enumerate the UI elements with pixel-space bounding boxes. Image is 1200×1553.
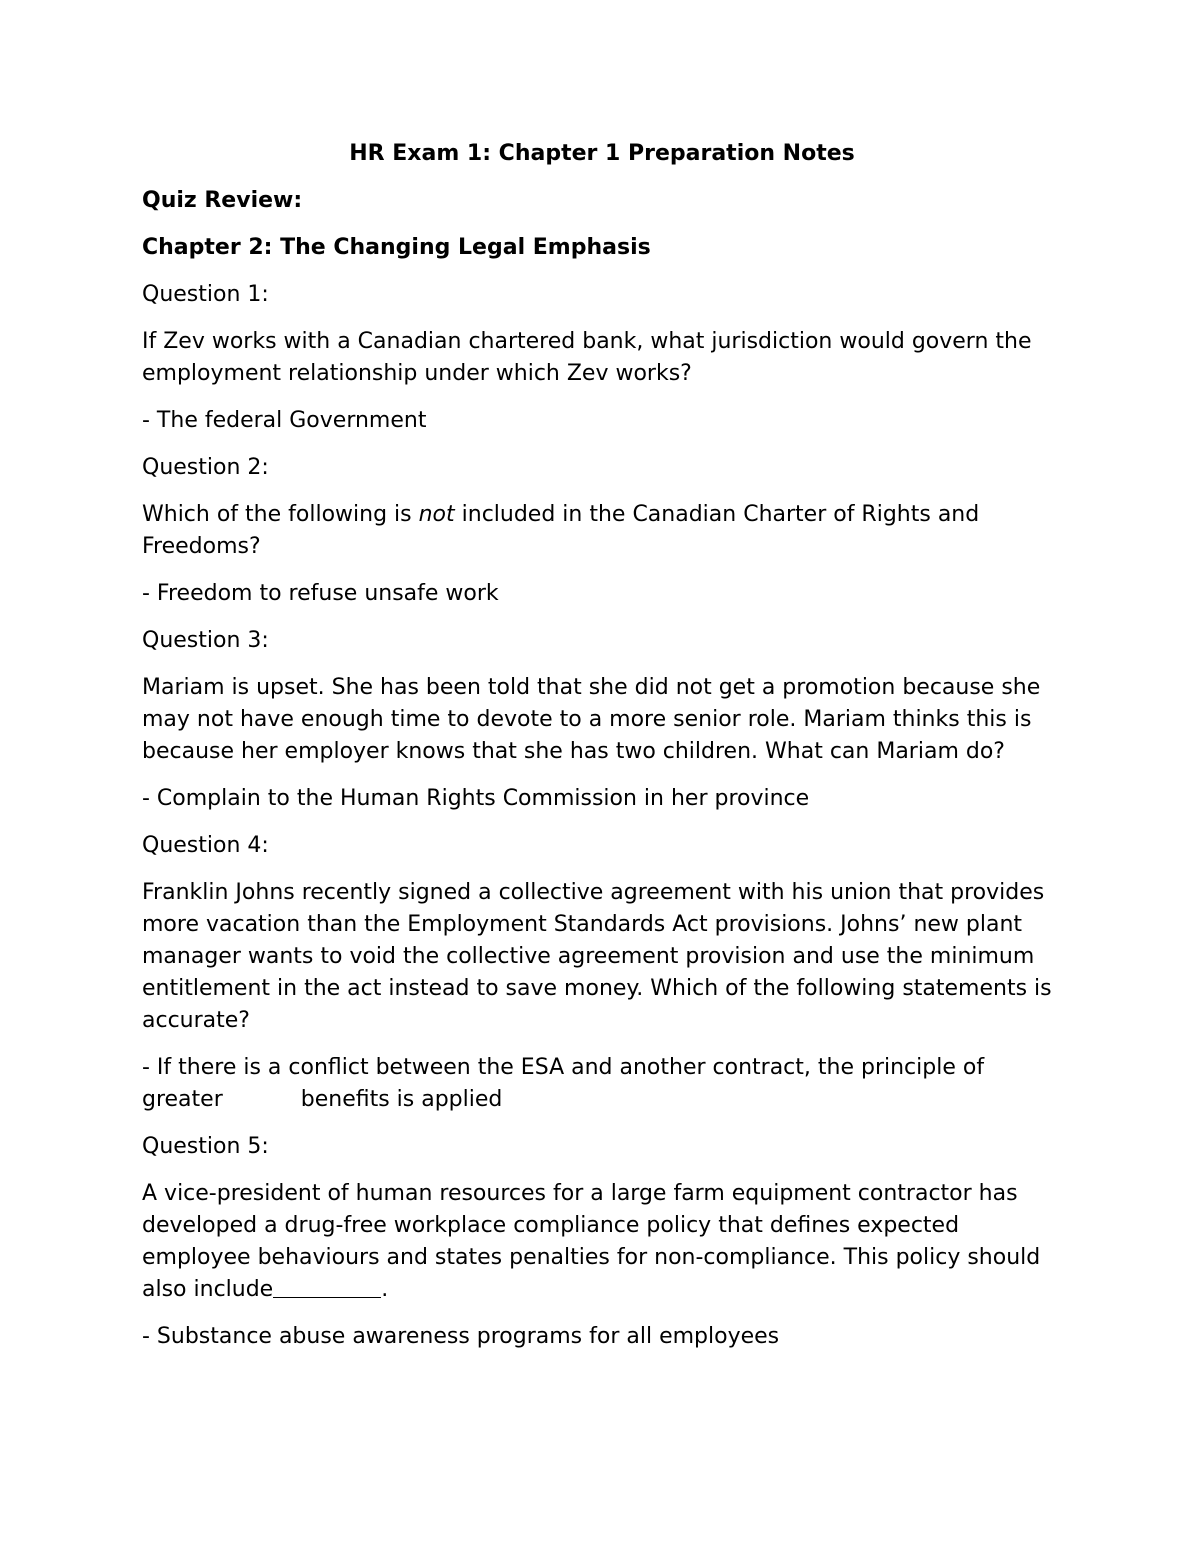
- question-3-text: Mariam is upset. She has been told that she did not get a promotion because she may not have enough time to devote to a more senior role. Mariam thinks this is because her employer knows that she has two children. What can Mariam do?: [142, 675, 1041, 764]
- quiz-review-heading: Quiz Review:: [142, 188, 303, 213]
- question-2-text-before: Which of the following is: [142, 502, 419, 527]
- question-5-label: Question 5:: [142, 1134, 269, 1159]
- question-1-label: Question 1:: [142, 282, 269, 307]
- question-2-answer: - Freedom to refuse unsafe work: [142, 581, 499, 606]
- question-4-text: Franklin Johns recently signed a collective agreement with his union that provides more vacation than the Employment Standards Act provisions. Johns’ new plant manager wants to void the collective agreement provision and use the minimum entitlement in the act instead to save money. Which of the following statements is accurate?: [142, 880, 1052, 1033]
- question-5-text-end: .: [381, 1277, 389, 1302]
- question-2-text: [142, 499, 1062, 563]
- question-4-answer: [142, 1052, 1062, 1116]
- question-2-emphasis: not: [418, 502, 455, 527]
- question-1-answer: - The federal Government: [142, 408, 427, 433]
- chapter-heading: Chapter 2: The Changing Legal Emphasis: [142, 235, 651, 260]
- document-title: HR Exam 1: Chapter 1 Preparation Notes: [349, 141, 855, 166]
- question-3-label: Question 3:: [142, 628, 269, 653]
- question-3-answer: - Complain to the Human Rights Commission in her province: [142, 786, 810, 811]
- question-5-text: [142, 1178, 1062, 1306]
- question-4-answer-part1: - If there is a conflict between the ESA and another contract, the principle of greater: [142, 1055, 985, 1112]
- question-1-text: If Zev works with a Canadian chartered bank, what jurisdiction would govern the employment relationship under which Zev works?: [142, 329, 1032, 386]
- question-4-label: Question 4:: [142, 833, 269, 858]
- question-5-answer: - Substance abuse awareness programs for all employees: [142, 1324, 780, 1349]
- document-body: [142, 138, 1062, 1368]
- question-2-label: Question 2:: [142, 455, 269, 480]
- fill-in-blank: [273, 1277, 381, 1298]
- question-2-text-after: included in the Canadian Charter of Rights and Freedoms?: [142, 502, 980, 559]
- question-5-text-body: A vice-president of human resources for a large farm equipment contractor has developed a drug-free workplace compliance policy that defines expected employee behaviours and states penalties for non-compliance. This policy should also include: [142, 1181, 1041, 1302]
- question-4-answer-part2: benefits is applied: [300, 1087, 503, 1112]
